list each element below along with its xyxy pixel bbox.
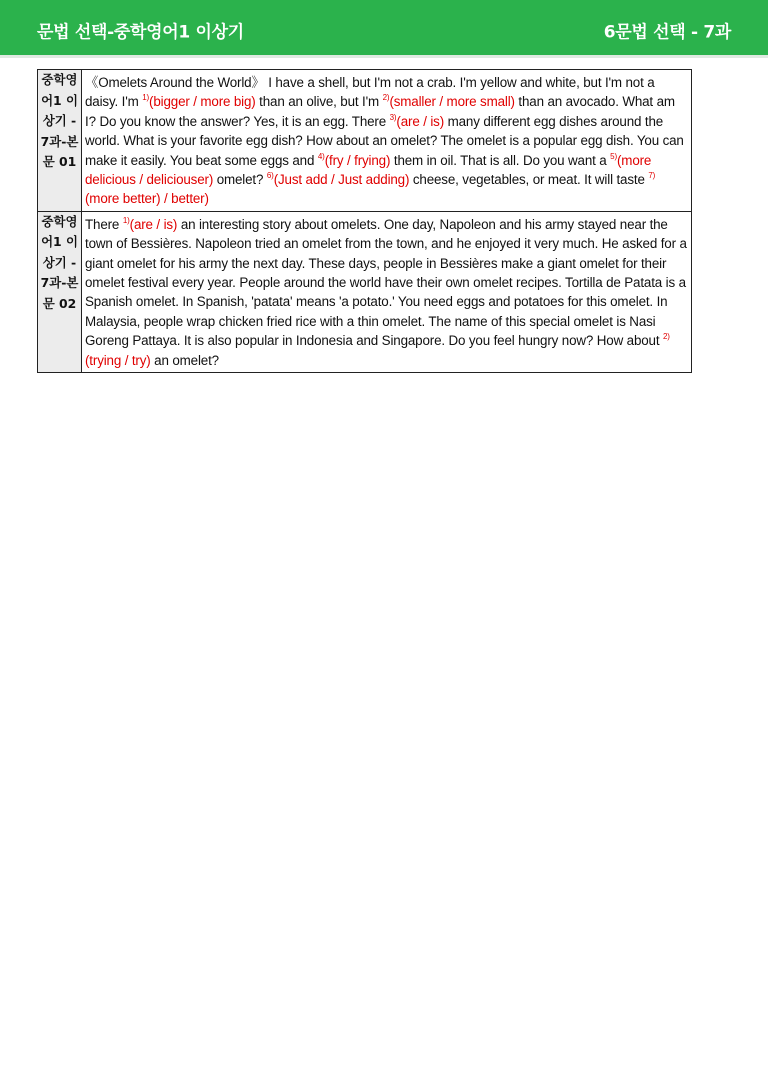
grammar-choice [142,94,255,109]
passage-text-segment: There [85,216,123,232]
passage-text-segment: than an avocado. What am I? Do you know the answer? Yes, it is an egg. There [85,94,675,129]
passage-label: 중학영어1 이상기 - 7과-본문 01 [38,70,82,212]
passage-text-segment: many different egg dishes around the world. What is your favorite egg dish? How about an omelet? The omelet is a popular egg dish. You can make it easily. You beat some eggs and [85,113,684,168]
choice-options: (more better) / better) [85,191,209,207]
passage-text [82,211,692,372]
worksheet-title: 문법 선택-중학영어1 이상기 [37,22,244,43]
grammar-choice [123,217,177,232]
passage-text-segment: cheese, vegetables, or meat. It will taste [409,172,649,188]
grammar-choice [390,114,444,129]
grammar-choice [383,94,515,109]
passage-text-segment: omelet? [213,172,267,188]
question-number: 7) [648,171,656,181]
grammar-choice [318,153,390,168]
choice-options: (are / is) [129,216,178,232]
choice-options: (trying / try) [85,352,151,368]
question-number: 6) [266,171,274,181]
choice-options: (smaller / more small) [389,94,515,110]
question-number: 2) [663,332,670,342]
passage-text-segment: an interesting story about omelets. One day, Napoleon and his army stayed near the town of Bessières. Napoleon tried an omelet from the town, and he enjoyed it very much. He asked for a giant omelet for his army the next day. These days, people in Bessières make a giant omelet for their omelet festival every year. People around the world have their own omelet recipes. Tortilla de Patata is a Spanish omelet. In Spanish, 'patata' means 'a potato.' You need eggs and potatoes for this omelet. In Malaysia, people wrap chicken fried rice with a thin omelet. The name of this special omelet is Nasi Goreng Pattaya. It is also popular in Indonesia and Singapore. Do you feel hungry now? How about [85,216,687,349]
passage-row [38,211,692,372]
lesson-title: 6문법 선택 - 7과 [603,22,731,43]
grammar-choice [267,172,409,187]
question-number: 1) [142,93,150,103]
question-number: 4) [317,151,325,161]
question-number: 5) [610,151,617,161]
choice-options: (are / is) [396,113,445,129]
question-number: 3) [389,112,397,122]
passage-label: 중학영어1 이상기 - 7과-본문 02 [38,211,82,372]
passage-text-segment: than an olive, but I'm [255,94,383,110]
choice-options: (fry / frying) [324,152,391,168]
question-number: 2) [382,93,390,103]
passage-table [37,69,692,373]
passage-text-segment: 《Omelets Around the World》 I have a shell, but I'm not a crab. I'm yellow and white, but I'm not a daisy. I'm [85,75,655,110]
passage-text [82,70,692,212]
passage-row [38,70,692,212]
choice-options: (more delicious / deliciouser) [85,152,652,188]
question-number: 1) [122,215,130,225]
passage-text-segment: an omelet? [150,352,219,368]
passage-text-segment: them in oil. That is all. Do you want a [390,152,611,168]
page-header [0,0,768,58]
choice-options: (Just add / Just adding) [273,172,410,188]
choice-options: (bigger / more big) [149,94,256,110]
